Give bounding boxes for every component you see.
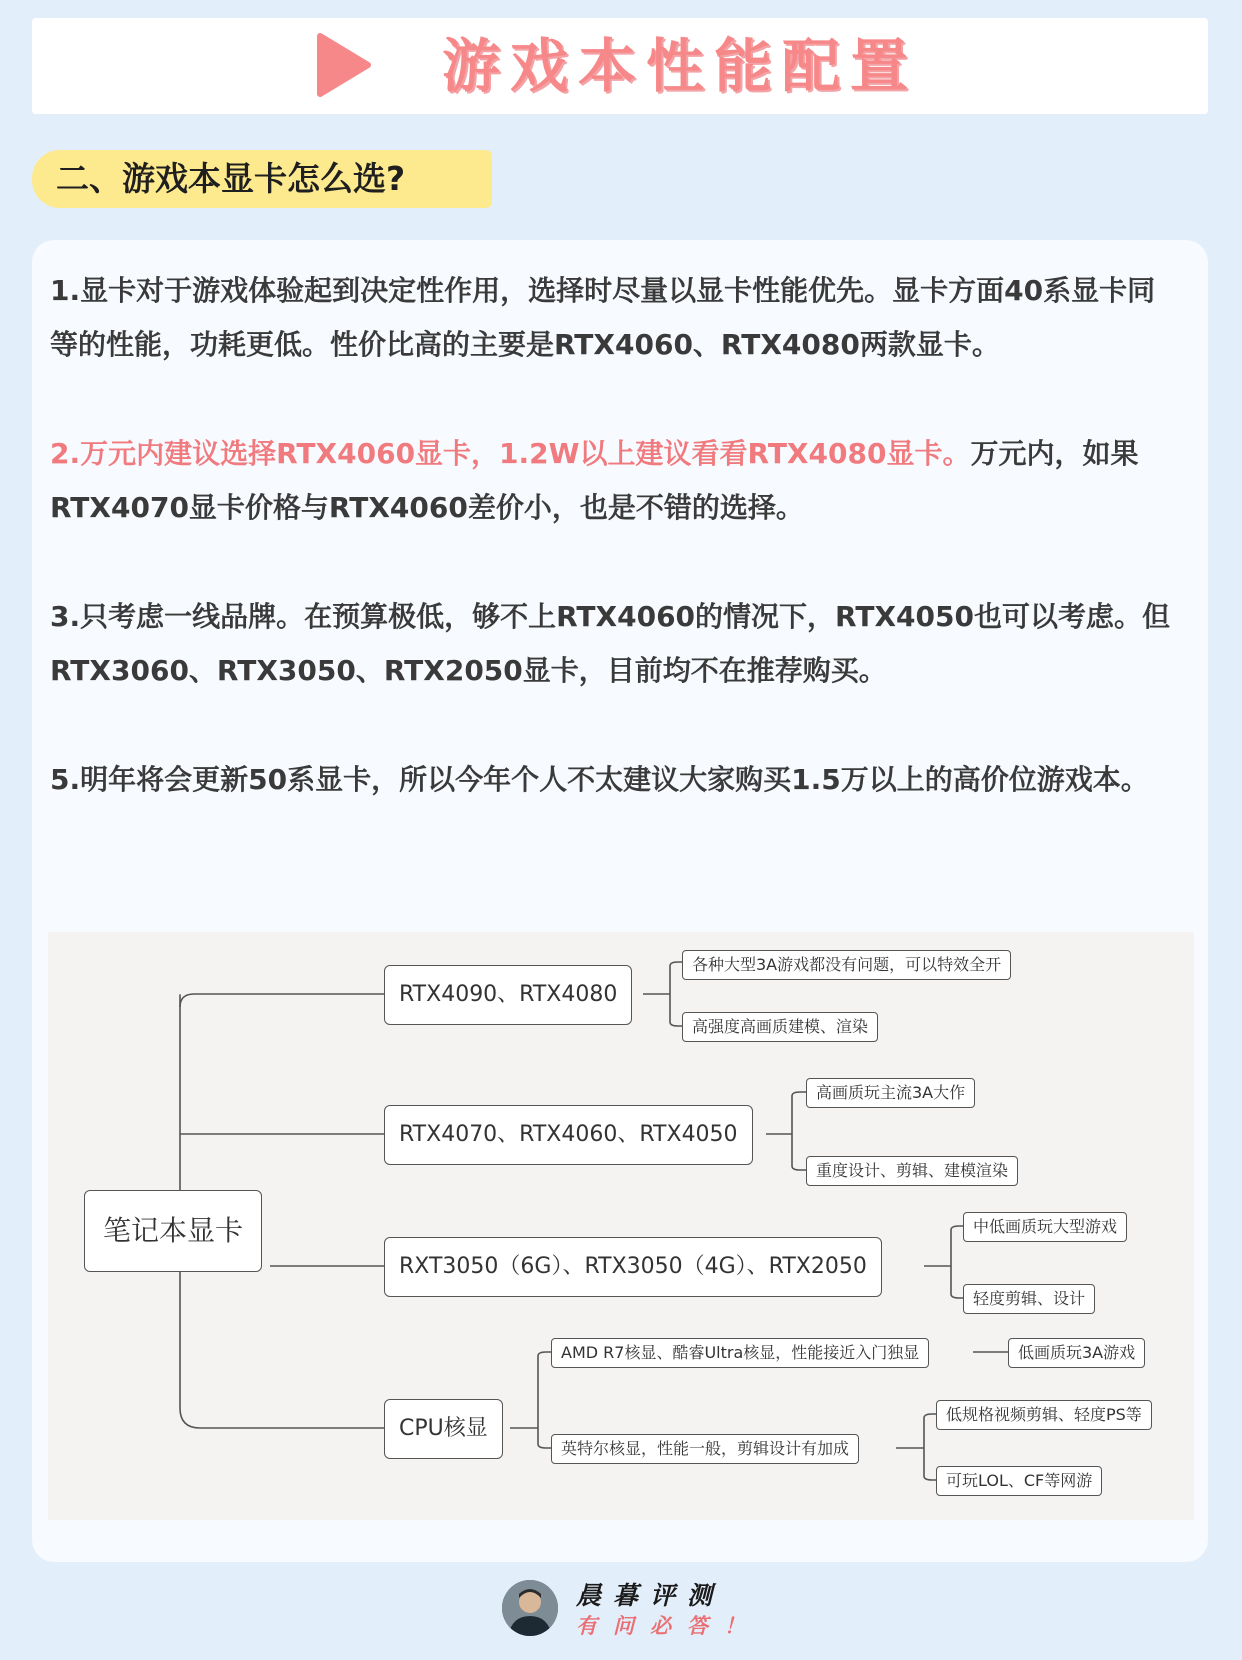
- footer-brand: 晨暮评测: [576, 1581, 725, 1610]
- section-heading: 二、游戏本显卡怎么选?: [56, 159, 406, 198]
- leaf-low-3a: 低画质玩3A游戏: [1008, 1338, 1145, 1368]
- leaf-high-quality-render: 高强度高画质建模、渲染: [682, 1012, 878, 1042]
- page-title: 游戏本性能配置: [442, 32, 919, 100]
- avatar: [502, 1580, 558, 1636]
- branch-rtx3050-2050: RXT3050（6G）、RTX3050（4G）、RTX2050: [384, 1237, 882, 1297]
- mindmap-root: 笔记本显卡: [84, 1190, 262, 1272]
- play-icon: [314, 32, 372, 98]
- leaf-light-editing: 轻度剪辑、设计: [963, 1284, 1095, 1314]
- paragraph-3: 3.只考虑一线品牌。在预算极低，够不上RTX4060的情况下，RTX4050也可以考虑。但RTX3060、RTX3050、RTX2050显卡，目前均不在推荐购买。: [50, 600, 1170, 687]
- paragraph-2-rest: 万元内，如果RTX4070显卡价格与RTX4060差价小，也是不错的选择。: [50, 437, 1139, 524]
- branch-cpu-igpu: CPU核显: [384, 1399, 503, 1459]
- leaf-mainstream-3a: 高画质玩主流3A大作: [806, 1078, 975, 1108]
- leaf-lol-cf: 可玩LOL、CF等网游: [936, 1466, 1102, 1496]
- paragraph-2-highlight: 万元内建议选择RTX4060显卡，1.2W以上建议看看RTX4080显卡。: [80, 437, 971, 470]
- section-heading-tag: [32, 150, 492, 208]
- avatar-photo-icon: [502, 1580, 558, 1636]
- leaf-mid-low-games: 中低画质玩大型游戏: [963, 1212, 1127, 1242]
- paragraph-2: [50, 427, 1180, 535]
- footer-slogan: 有问必答！: [576, 1614, 761, 1638]
- branch-rtx4070-4060-4050: RTX4070、RTX4060、RTX4050: [384, 1105, 753, 1165]
- paragraph-2-number: 2.: [50, 437, 81, 470]
- gpu-mindmap: [48, 932, 1194, 1520]
- leaf-heavy-design: 重度设计、剪辑、建模渲染: [806, 1156, 1018, 1186]
- sub-amd-ultra-igpu: AMD R7核显、酷睿Ultra核显，性能接近入门独显: [551, 1338, 929, 1368]
- paragraph-1: 1.显卡对于游戏体验起到决定性作用，选择时尽量以显卡性能优先。显卡方面40系显卡同等的性能，功耗更低。性价比高的主要是RTX4060、RTX4080两款显卡。: [50, 274, 1156, 361]
- leaf-low-video-ps: 低规格视频剪辑、轻度PS等: [936, 1400, 1152, 1430]
- header-banner: [32, 18, 1208, 114]
- sub-intel-igpu: 英特尔核显，性能一般，剪辑设计有加成: [551, 1434, 859, 1464]
- branch-rtx4090-4080: RTX4090、RTX4080: [384, 965, 632, 1025]
- leaf-3a-all-effects: 各种大型3A游戏都没有问题，可以特效全开: [682, 950, 1011, 980]
- paragraph-5: 5.明年将会更新50系显卡，所以今年个人不太建议大家购买1.5万以上的高价位游戏本。: [50, 763, 1149, 796]
